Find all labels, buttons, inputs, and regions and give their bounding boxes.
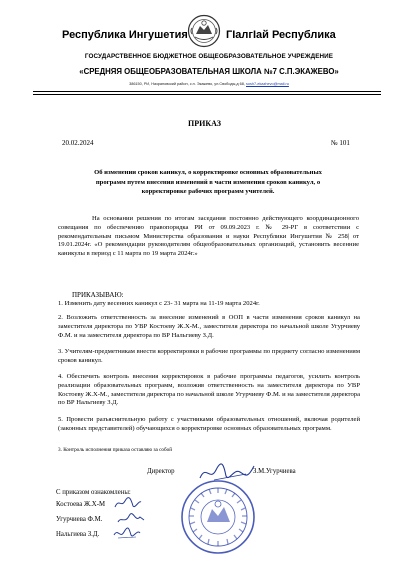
order-item-3: 3. Учителям-предметникам внести корректировки в рабочие программы по предмету согласно изменениям сроков каникул. — [58, 348, 360, 364]
organization-type: ГОСУДАРСТВЕННОЕ БЮДЖЕТНОЕ ОБЩЕОБРАЗОВАТЕЛЬНОЕ УЧРЕЖДЕНИЕ — [84, 53, 334, 60]
email-link[interactable]: sosh7-ekazhevo@mail.ru — [246, 82, 289, 86]
acknowledged-person: Угурчиева Ф.М. — [56, 516, 103, 523]
prikazyvayu-heading: ПРИКАЗЫВАЮ: — [72, 291, 124, 299]
order-item-2: 2. Возложить ответственность за внесение изменений в ООП в части изменения сроков каникул на заместителя директора по УВР Костоеву Ж.Х-М., заместителя директора по начальной школе Угурчиеву Ф.М. и на заместителя директора по ВР Нальгиеву З.Д. — [58, 314, 360, 339]
acknowledgement-signature-icon — [112, 526, 142, 540]
letterhead-right-title: ГIалгIай Республика — [226, 29, 336, 41]
acknowledgement-signature-icon — [116, 512, 146, 526]
subject-line: программ путем внесения изменений в части изменения сроков каникул, о — [95, 178, 321, 186]
organization-name: «СРЕДНЯЯ ОБЩЕОБРАЗОВАТЕЛЬНАЯ ШКОЛА №7 С.П.ЭКАЖЕВО» — [79, 67, 339, 76]
signature-role: Директор — [147, 468, 175, 475]
organization-address — [44, 82, 374, 86]
acknowledgement-signature-icon — [113, 496, 143, 510]
acknowledged-person: Костоева Ж.Х-М — [56, 501, 105, 508]
subject-line: Об изменении сроков каникул, о корректировке основных образовательных — [94, 169, 322, 176]
order-number: № 101 — [331, 139, 350, 147]
order-item-4: 4. Обеспечить контроль внесения корректировок в рабочие программы педагогов, усилить контроль реализации образовательных программ, возложив ответственность на заместителя директора по УВР Костоеву Ж.Х-М., заместителя директора по начальной школе Угурчиеву Ф.М. и на заместителя директора по ВР Нальгиеву З.Д. — [58, 373, 360, 407]
order-subject — [58, 168, 358, 197]
signature-name: З.М.Угурчиева — [253, 468, 296, 475]
subject-line: корректировке рабочих программ учителей. — [141, 188, 275, 196]
order-basis-paragraph: На основании решения по итогам заседания постоянно действующего координационного совещания по обеспечению правопорядка РИ от 09.09.2023 г. № 29-РГ в соответствии с рекомендательным письмом Министерства образования и науки Республики Ингушетия № 258| от 19.01.2024г. «О рекомендации руководителям общеобразовательных организаций, установить весенние каникулы в период с 11 марта по 19 марта 2024г.» — [58, 215, 359, 258]
header-divider-thin — [33, 94, 381, 95]
order-title: ПРИКАЗ — [188, 119, 221, 128]
order-item-1: 1. Изменить дату весенних каникул с 23- 31 марта на 11-19 марта 2024г. — [58, 300, 260, 307]
official-seal-icon — [179, 478, 257, 556]
acknowledgement-title: С приказом ознакомлены: — [56, 489, 131, 496]
order-item-5: 5. Провести разъяснительную работу с участниками образовательных отношений, включая родителей (законных представителей) обучающихся о корректировке основных образовательных программ. — [58, 416, 360, 432]
header-divider — [33, 91, 381, 92]
order-date: 20.02.2024 — [62, 139, 94, 147]
address-text: 386150, РИ, Назрановский район, с.п. Экажево, ул.Свободы,д 68, — [129, 82, 245, 86]
order-item-control: 3. Контроль исполнения приказа оставляю за собой — [58, 447, 173, 453]
letterhead-left-title: Республика Ингушетия — [62, 29, 188, 41]
republic-emblem-icon — [187, 14, 221, 48]
acknowledged-person: Нальгиева З.Д. — [56, 531, 100, 538]
